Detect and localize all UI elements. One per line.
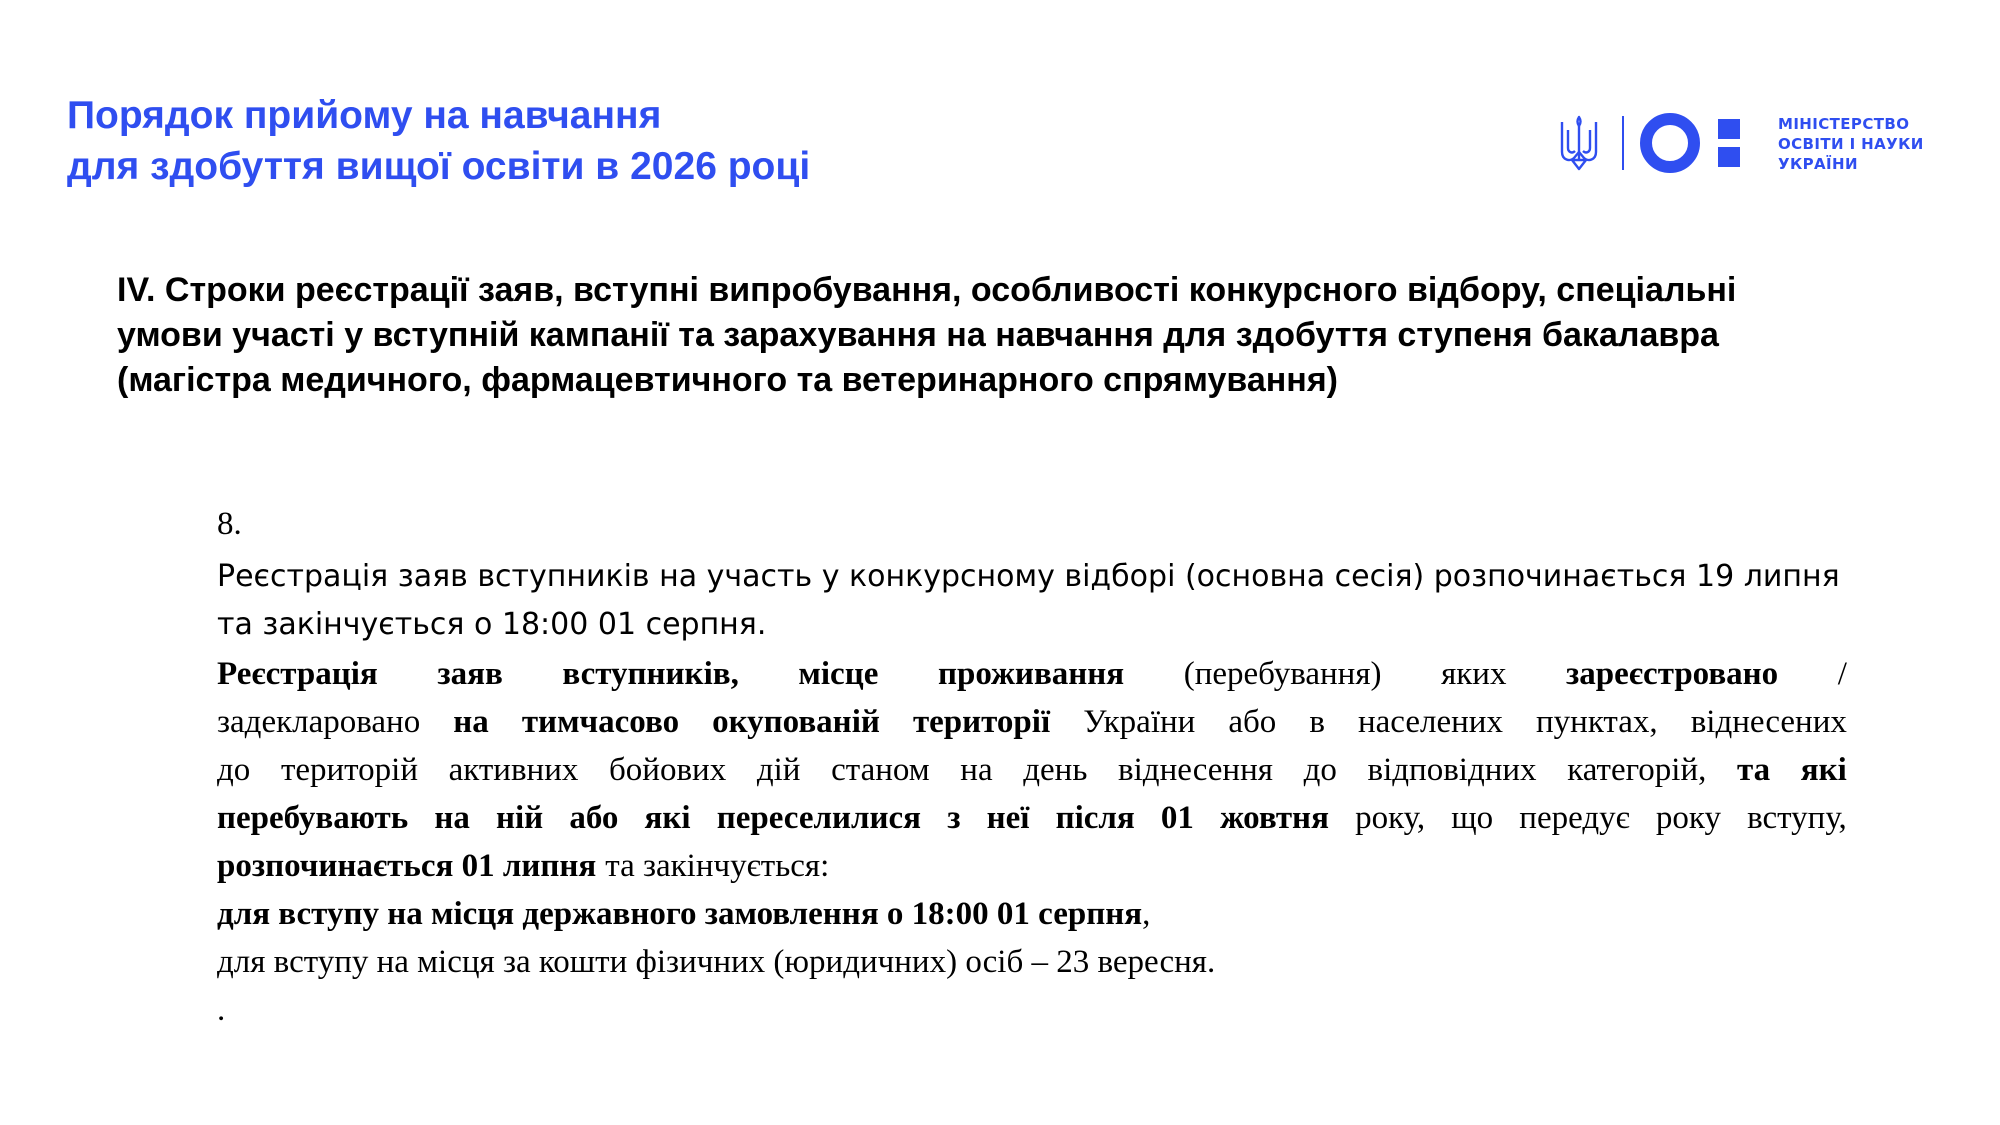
page-title — [67, 90, 1167, 192]
ministry-name-line-2: ОСВІТИ І НАУКИ — [1778, 135, 1924, 153]
main-session-paragraph — [217, 553, 1847, 649]
word: перебувають — [217, 800, 409, 836]
word: вступників, — [562, 656, 739, 692]
word: або — [1228, 704, 1277, 740]
word: та — [1737, 752, 1771, 788]
word: року, — [1355, 800, 1426, 836]
logo-divider — [1622, 116, 1624, 170]
ministry-name-line-3: УКРАЇНИ — [1778, 155, 1858, 173]
word: на — [434, 800, 470, 836]
word: активних — [448, 752, 579, 788]
word: які — [1800, 752, 1847, 788]
word: України — [1083, 704, 1196, 740]
ministry-mark-icon — [1640, 112, 1760, 174]
word: переселилися — [716, 800, 922, 836]
section-heading — [117, 268, 1947, 403]
justified-line-3 — [217, 746, 1847, 794]
word: тимчасово — [521, 704, 680, 740]
word: пунктах, — [1536, 704, 1658, 740]
word: ній — [495, 800, 544, 836]
ministry-logo — [1558, 112, 1924, 174]
word: жовтня — [1220, 800, 1329, 836]
word: року — [1655, 800, 1721, 836]
word: на — [960, 752, 993, 788]
ministry-name — [1778, 114, 1924, 174]
ministry-name-line-1: МІНІСТЕРСТВО — [1778, 115, 1910, 133]
word: до — [217, 752, 251, 788]
line-7 — [217, 938, 1847, 986]
justified-line-1 — [217, 650, 1847, 698]
trailing-dot: . — [217, 992, 226, 1028]
state-order-deadline: для вступу на місця державного замовлення о 18:00 01 серпня — [217, 896, 1143, 932]
word: категорій, — [1567, 752, 1707, 788]
word: на — [453, 704, 489, 740]
word: задекларовано — [217, 704, 421, 740]
word: території — [912, 704, 1051, 740]
title-line-2: для здобуття вищої освіти в 2026 році — [67, 145, 811, 188]
justified-line-2 — [217, 698, 1847, 746]
word: в — [1309, 704, 1325, 740]
word: територій — [280, 752, 418, 788]
trident-icon — [1558, 114, 1600, 172]
word: після — [1055, 800, 1135, 836]
line-8 — [217, 986, 1847, 1034]
section-heading-line-3: (магістра медичного, фармацевтичного та ветеринарного спрямування) — [117, 361, 1338, 399]
word: неї — [986, 800, 1030, 836]
word: віднесених — [1690, 704, 1847, 740]
justified-line-4 — [217, 794, 1847, 842]
word: (перебування) — [1183, 656, 1382, 692]
line-5-rest: та закінчується: — [605, 848, 830, 884]
line-6 — [217, 890, 1847, 938]
word: дій — [756, 752, 801, 788]
word: передує — [1519, 800, 1630, 836]
title-line-1: Порядок прийому на навчання — [67, 94, 662, 137]
word: вступу, — [1747, 800, 1847, 836]
line-5 — [217, 842, 1847, 890]
word: заяв — [437, 656, 503, 692]
paragraph-line-1: Реєстрація заяв вступників на участь у конкурсному відборі (основна сесія) розпочинається 19 липня — [217, 559, 1840, 594]
word: Реєстрація — [217, 656, 378, 692]
occupied-territory-paragraph — [217, 650, 1847, 1034]
word: або — [569, 800, 619, 836]
word: до — [1303, 752, 1337, 788]
section-heading-line-2: умови участі у вступній кампанії та зарахування на навчання для здобуття ступеня бакалавра — [117, 316, 1719, 354]
word: віднесення — [1118, 752, 1273, 788]
word: з — [947, 800, 961, 836]
section-heading-line-1: IV. Строки реєстрації заяв, вступні випробування, особливості конкурсного відбору, спеціальні — [117, 271, 1737, 309]
word: проживання — [937, 656, 1125, 692]
item-number: 8. — [217, 506, 242, 542]
word: / — [1837, 656, 1847, 692]
word: зареєстровано — [1566, 656, 1779, 692]
word: окупованій — [712, 704, 880, 740]
word: день — [1023, 752, 1088, 788]
line-6-rest: , — [1142, 896, 1151, 932]
word: 01 — [1160, 800, 1194, 836]
word: станом — [831, 752, 930, 788]
word: населених — [1358, 704, 1503, 740]
start-date-text: розпочинається 01 липня — [217, 848, 597, 884]
word: які — [644, 800, 691, 836]
paragraph-line-2: та закінчується о 18:00 01 серпня. — [217, 607, 767, 642]
word: відповідних — [1367, 752, 1537, 788]
word: місце — [798, 656, 879, 692]
word: бойових — [609, 752, 727, 788]
contract-deadline: для вступу на місця за кошти фізичних (юридичних) осіб – 23 вересня. — [217, 944, 1216, 980]
word: що — [1451, 800, 1494, 836]
word: яких — [1441, 656, 1507, 692]
